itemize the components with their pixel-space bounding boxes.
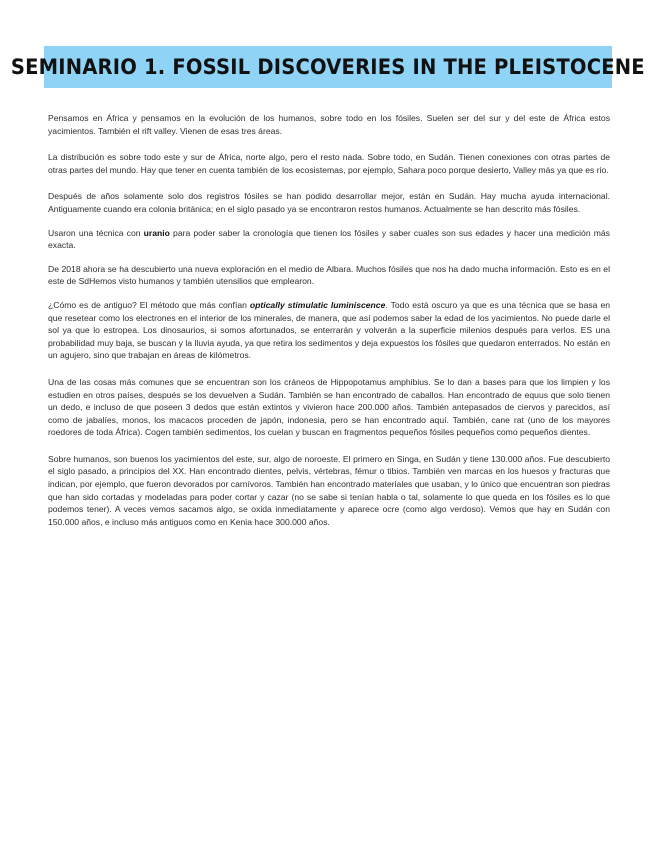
title-banner xyxy=(11,46,645,88)
uranio-term: uranio xyxy=(143,227,170,238)
page-title: SEMINARIO 1. FOSSIL DISCOVERIES IN THE PLEISTOCENE xyxy=(11,55,645,79)
paragraph-4-text-start: Usaron una técnica con xyxy=(48,227,144,238)
paragraph-8: Sobre humanos, son buenos los yacimientos del este, sur, algo de noroeste. El primero en Singa, en Sudán y tiene 130.000 años. Fue descubierto el siglo pasado, a principios del XX. Han encontrado dientes, pelvis, vértebras, fémur o tibios. También ven marcas en los huesos y fracturas que indican, por ejemplo, que fueron devorados por carnívoros. También han encontrado materiales que usaban, y lo único que encuentran son piedras que han sido cortadas y modeladas para poder cortar y cazar (no se sabe si tenían habla o tal, solamente lo que queda en los fósiles es lo que podemos tener). A veces vemos sacamos algo, se oxida inmediatamente y aparece ocre (como algo verdoso). Vemos que hay en Sudán con 150.000 años, e incluso más antiguos como en Kenia hace 300.000 años. xyxy=(48,453,610,527)
paragraph-4-text-end: para poder saber la cronología que tienen los fósiles y saber cuales son sus edades y hacer una medición más exacta. xyxy=(48,227,610,251)
paragraph-6 xyxy=(48,299,610,362)
paragraph-1: Pensamos en África y pensamos en la evolución de los humanos, sobre todo en los fósiles. Suelen ser del sur y del este de África estos yacimientos. También el rift valley. Vienen de esas tres áreas. xyxy=(48,113,610,136)
paragraph-7: Una de las cosas más comunes que se encuentran son los cráneos de Hippopotamus amphibius. Se lo dan a bases para que los limpien y los estudien en otros países, después se los devuelven a Sudán. También se han encontrado de caballos. Han encontrado de equus que solo tienen un dedo, e incluso de que poseen 3 dedos que están extintos y vivieron hace 200.000 años. También antepasados de ciervos y parecidos, así como de jabalíes, monos, los macacos proceden de japón, indonesia, pero se han encontrado aquí. También, cane rat (uno de los mayores roedores de toda África). Cogen también sedimentos, los cuelan y buscan en fragmentos pequeños fósiles pequeños como pequeños dientes. xyxy=(48,376,610,438)
paragraph-2: La distribución es sobre todo este y sur de África, norte algo, pero el resto nada. Sobre todo, en Sudán. Tienen conexiones con otras partes de otras partes del mundo. Hay que tener en cuenta también de los ecosistemas, por ejemplo, Sahara poco porque desierto, Valley más ya que es rio. xyxy=(48,152,610,175)
paragraph-6-text-end: . Todo está oscuro ya que es una técnica que se basa en que resetear como los electrones en el interior de los minerales, de manera, que así podemos saber la edad de los yacimientos. No puede darle el sol ya que lo estropea. Los dinosaurios, si somos afortunados, se enterrarán y volverán a la superficie milenios después para verlos. ES una probabilidad muy baja, se buscan y la lluvia ayuda, ya que retira los sedimentos y deja expuestos los fósiles que quedaron enterrados. No están en un agujero, sino que trabajan en áreas de kilómetros. xyxy=(48,299,611,361)
document-body xyxy=(48,112,610,528)
paragraph-6-text-start: ¿Cómo es de antiguo? El método que más confían xyxy=(48,299,250,310)
paragraph-4 xyxy=(48,227,610,252)
paragraph-3: Después de años solamente solo dos registros fósiles se han podido desarrollar mejor, están en Sudán. Hay mucha ayuda internacional. Antiguamente cuando era colonia británica; en el siglo pasado ya se encontraron restos humanos. Actualmente se han descrito más fósiles. xyxy=(48,191,610,214)
paragraph-5: De 2018 ahora se ha descubierto una nueva exploración en el medio de Albara. Muchos fósiles que nos ha dado mucha información. Esto es en el este de SdHemos visto humanos y también utensilios que emplearon. xyxy=(48,263,610,287)
osl-term: optically stimulatic luminiscence xyxy=(249,299,386,310)
